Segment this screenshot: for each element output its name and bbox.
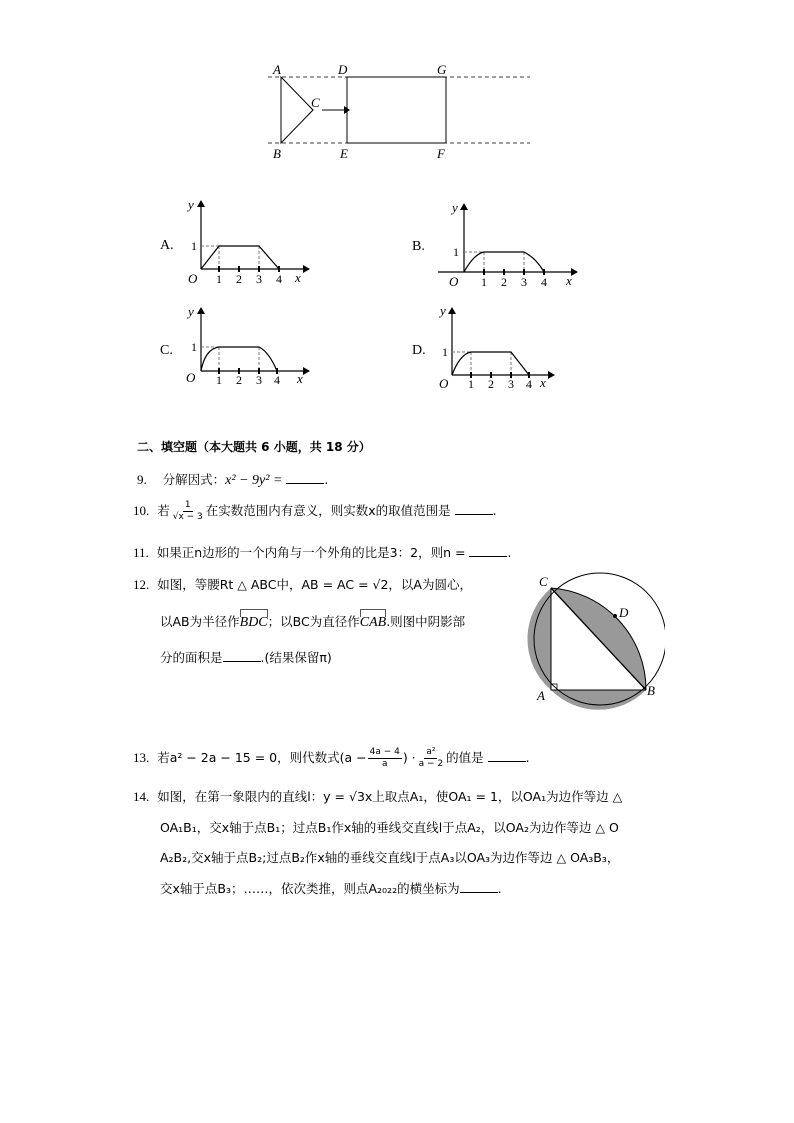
- svg-text:x: x: [566, 273, 572, 288]
- svg-text:4: 4: [541, 275, 547, 289]
- svg-text:O: O: [439, 376, 449, 391]
- label-c: C: [311, 95, 320, 110]
- question-14-line3: A₂B₂,交x轴于点B₂;过点B₂作x轴的垂线交直线l于点A₃以OA₃为边作等边 △ OA₃B₃，: [160, 850, 620, 865]
- option-b-label: B.: [412, 239, 425, 254]
- svg-text:O: O: [449, 274, 459, 289]
- svg-text:3: 3: [521, 275, 527, 289]
- answer-blank-9[interactable]: [286, 471, 324, 484]
- svg-text:4: 4: [526, 377, 532, 391]
- question-14: 14. 如图，在第一象限内的直线l：y = √3x上取点A₁，使OA₁ = 1，以OA₁为边作等边 △: [133, 789, 623, 804]
- svg-text:x: x: [540, 375, 546, 390]
- svg-text:2: 2: [236, 373, 242, 387]
- svg-text:1: 1: [481, 275, 487, 289]
- question-10: 10. 若 $\frac{1}{√x - 3}$ 在实数范围内有意义，则实数x的取值范围是 .: [133, 500, 497, 522]
- label-a: A: [273, 62, 281, 77]
- svg-text:4: 4: [274, 373, 280, 387]
- svg-text:D: D: [619, 605, 629, 620]
- question-14-line4: 交x轴于点B₃；……，依次类推，则点A₂₀₂₂的横坐标为 .: [160, 881, 502, 896]
- question-12-line2: 以AB为半径作BDC；以BC为直径作CAB.则图中阴影部: [160, 614, 466, 630]
- svg-text:y: y: [188, 304, 194, 319]
- triangle-abc: [281, 77, 313, 143]
- svg-text:1: 1: [216, 373, 222, 387]
- question-11: 11. 如果正n边形的一个内角与一个外角的比是3：2，则n = .: [133, 545, 512, 560]
- point-d: [613, 614, 617, 618]
- svg-text:3: 3: [256, 373, 262, 387]
- svg-text:B: B: [647, 683, 655, 698]
- answer-blank-10[interactable]: [455, 502, 493, 515]
- svg-text:1: 1: [442, 345, 448, 359]
- svg-text:3: 3: [508, 377, 514, 391]
- question-14-line2: OA₁B₁，交x轴于点B₁；过点B₁作x轴的垂线交直线l于点A₂，以OA₂为边作等边 △ O: [160, 820, 619, 835]
- svg-text:y: y: [188, 197, 194, 212]
- answer-blank-11[interactable]: [469, 544, 507, 557]
- svg-text:C: C: [539, 574, 548, 589]
- label-b: B: [273, 146, 281, 161]
- label-e: E: [340, 146, 348, 161]
- svg-text:x: x: [297, 371, 303, 386]
- option-c-label: C.: [160, 343, 173, 358]
- option-d-graph[interactable]: [408, 300, 568, 395]
- question-9: 9. 分解因式：x² − 9y² = .: [137, 472, 329, 488]
- svg-text:x: x: [295, 270, 301, 285]
- svg-text:1: 1: [191, 340, 197, 354]
- q12-figure: [515, 570, 665, 715]
- svg-text:2: 2: [236, 272, 242, 286]
- svg-text:3: 3: [256, 272, 262, 286]
- question-13: 13. 若a² − 2a − 15 = 0，则代数式(a − $\frac{4a - 4}{a}$ ) · $\frac{\text{a²}}{a - 2}$ 的值是 .: [133, 747, 530, 769]
- option-a-curve: [201, 246, 279, 269]
- svg-text:1: 1: [468, 377, 474, 391]
- option-c-graph[interactable]: [155, 302, 315, 397]
- svg-text:2: 2: [488, 377, 494, 391]
- question-12: 12. 如图，等腰Rt △ ABC中，AB = AC = √2，以A为圆心，: [133, 577, 472, 592]
- answer-blank-12[interactable]: [223, 649, 261, 662]
- shaded-bottom: [551, 690, 646, 710]
- option-a-label: A.: [160, 238, 174, 253]
- svg-text:A: A: [537, 688, 545, 703]
- answer-blank-14[interactable]: [460, 880, 498, 893]
- rectangle-defg: [347, 77, 446, 143]
- shaded-left: [527, 588, 551, 690]
- svg-text:1: 1: [191, 239, 197, 253]
- label-f: F: [437, 146, 445, 161]
- label-d: D: [338, 62, 348, 77]
- answer-blank-13[interactable]: [488, 749, 526, 762]
- svg-text:O: O: [188, 271, 198, 286]
- svg-text:1: 1: [216, 272, 222, 286]
- option-c-curve: [201, 347, 277, 371]
- top-figure: [0, 0, 794, 170]
- option-d-label: D.: [412, 343, 426, 358]
- section-title: 二、填空题（本大题共 6 小题，共 18 分）: [137, 440, 371, 454]
- svg-text:O: O: [186, 370, 196, 385]
- svg-text:y: y: [440, 303, 446, 318]
- option-a-graph[interactable]: [155, 195, 315, 290]
- option-d-curve: [452, 352, 529, 375]
- svg-text:y: y: [452, 200, 458, 215]
- svg-text:2: 2: [501, 275, 507, 289]
- svg-text:1: 1: [453, 245, 459, 259]
- svg-text:4: 4: [276, 272, 282, 286]
- option-b-graph[interactable]: [408, 198, 583, 293]
- label-g: G: [437, 62, 447, 77]
- question-12-line3: 分的面积是 .(结果保留π): [160, 650, 332, 665]
